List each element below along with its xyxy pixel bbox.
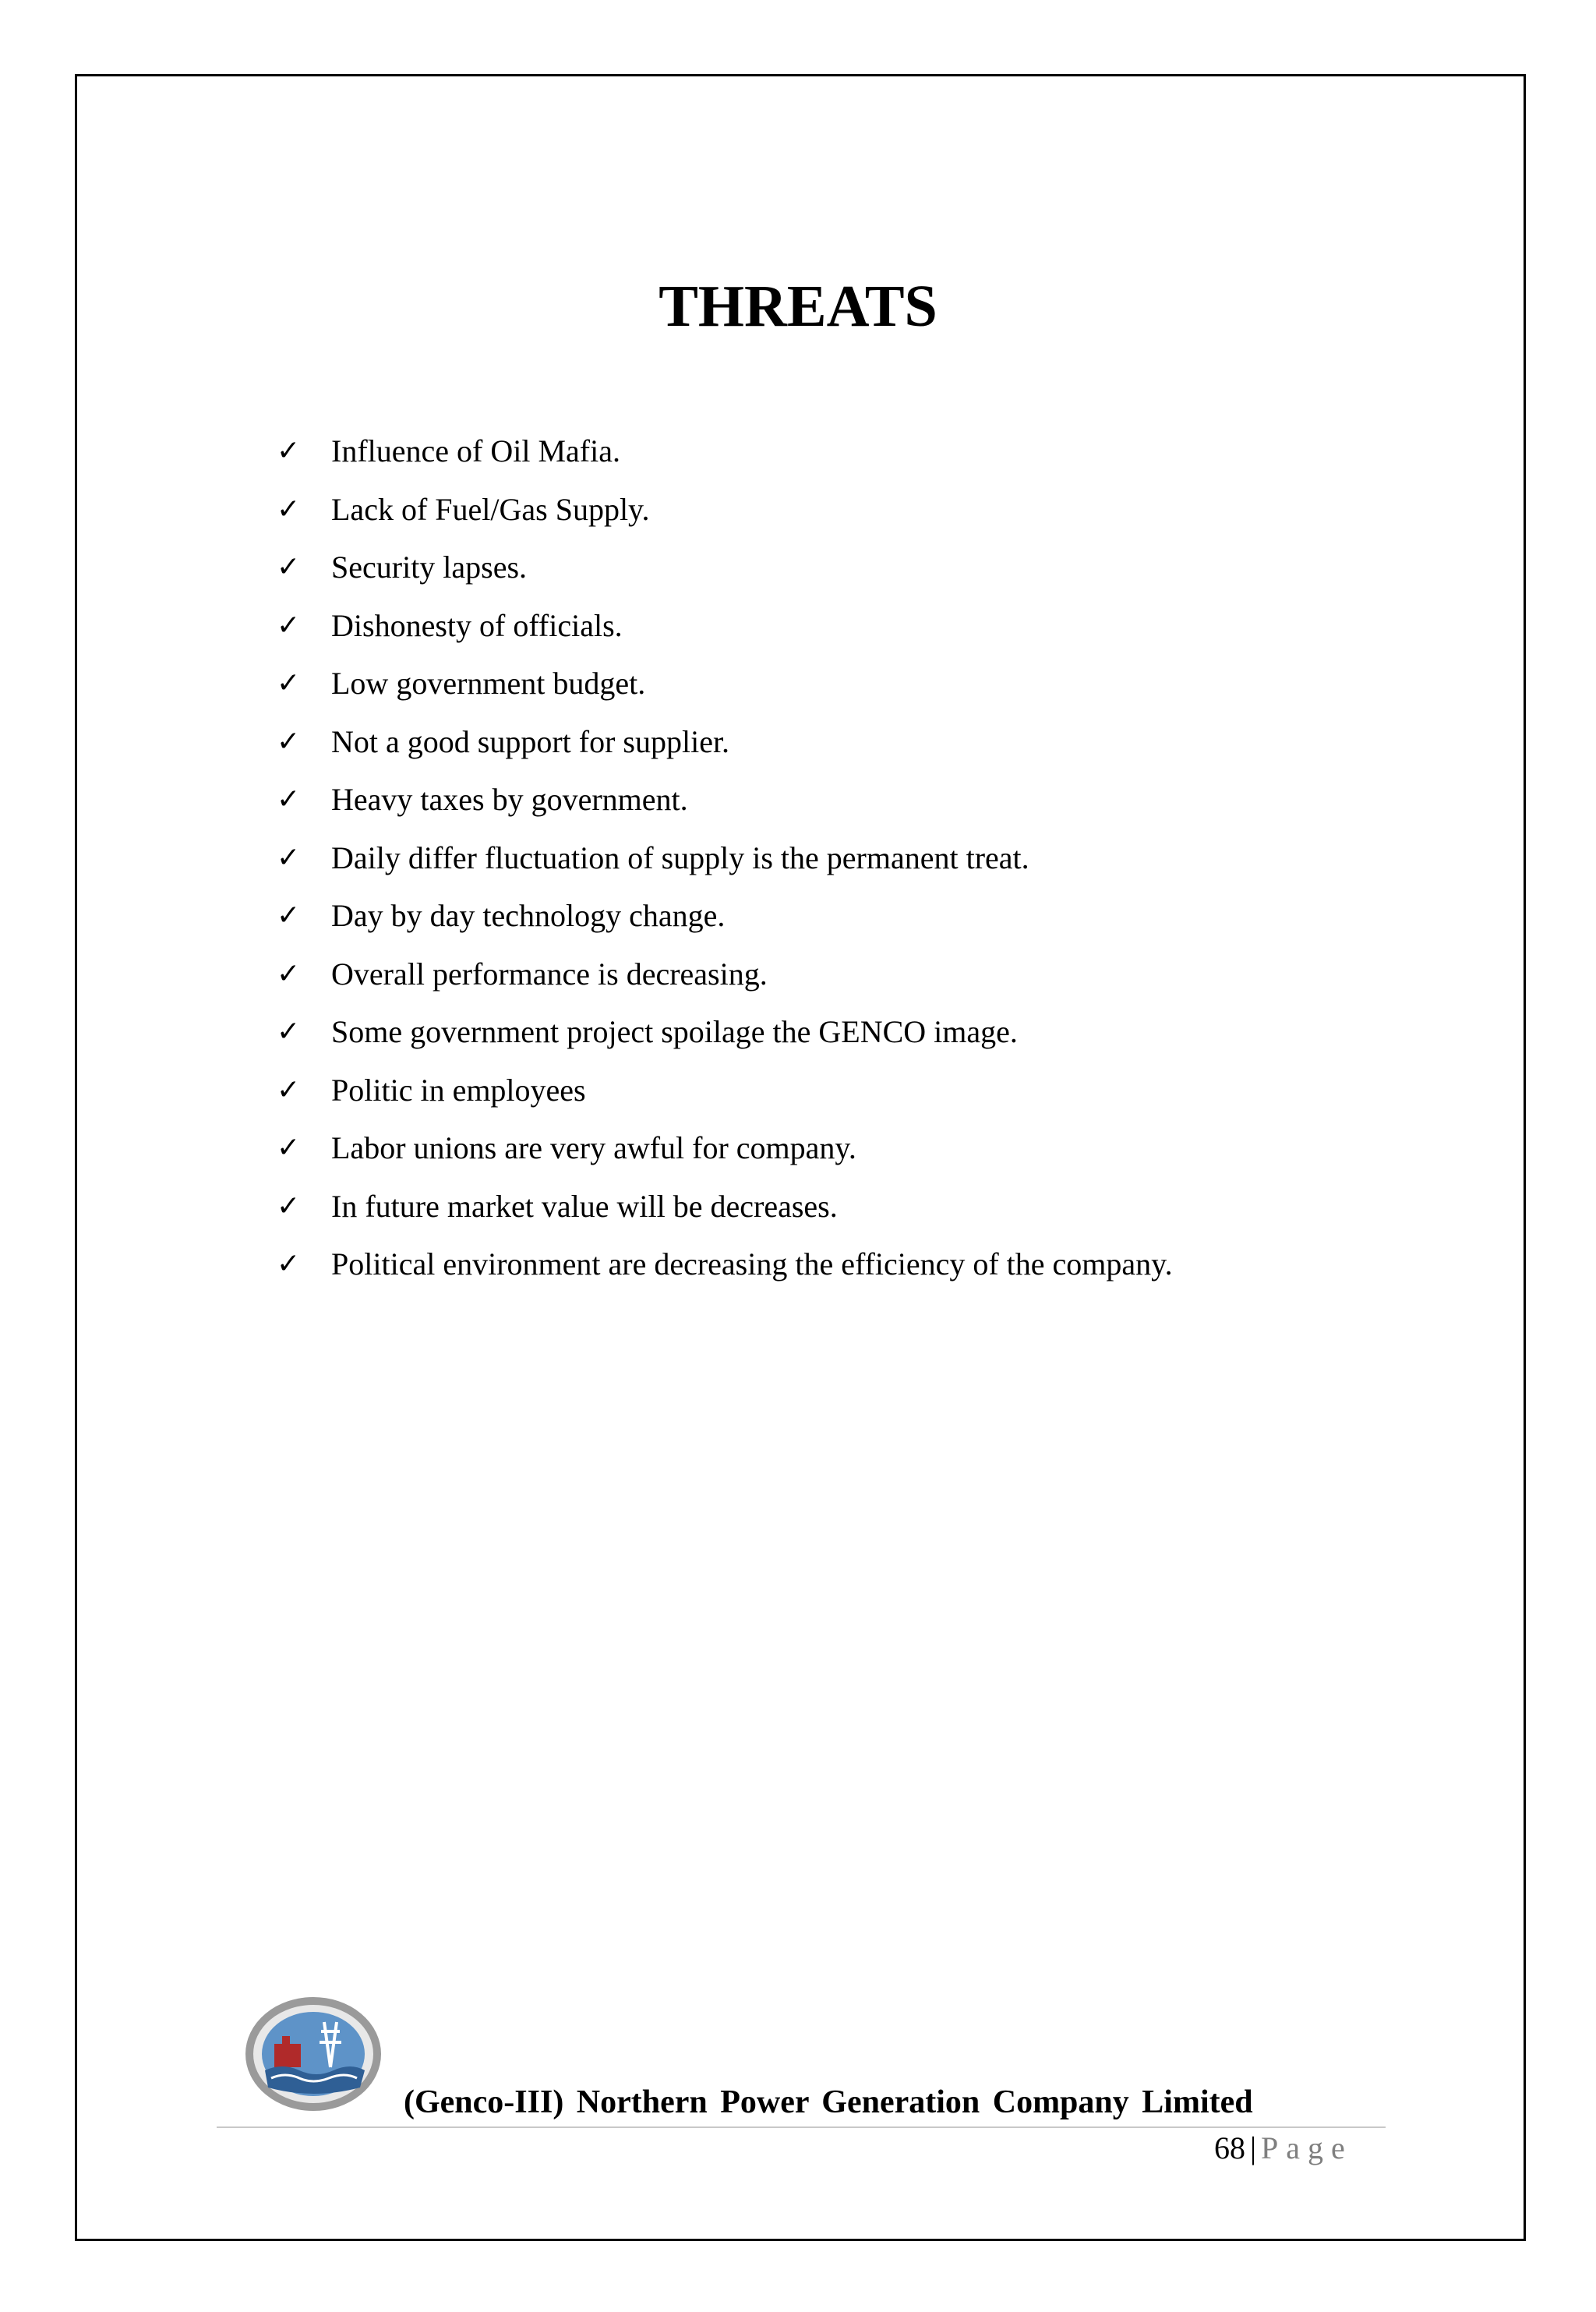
check-mark-icon: ✓ [277, 783, 301, 816]
list-item-text: Daily differ fluctuation of supply is the permanent treat. [331, 840, 1029, 875]
list-item [277, 946, 1173, 1004]
footer-divider [217, 2126, 1386, 2128]
footer-company-name: (Genco-III) Northern Power Generation Company Limited [404, 2084, 1253, 2120]
page-number-separator: | [1250, 2130, 1257, 2165]
seal-chimney [282, 2036, 290, 2045]
list-item-text: Labor unions are very awful for company. [331, 1130, 856, 1166]
page-word: Page [1261, 2130, 1353, 2165]
check-mark-icon: ✓ [277, 900, 301, 932]
list-item [277, 597, 1173, 656]
list-item [277, 539, 1173, 597]
list-item [277, 713, 1173, 772]
list-item-text: In future market value will be decreases. [331, 1188, 838, 1224]
list-item-text: Lack of Fuel/Gas Supply. [331, 491, 650, 527]
list-item [277, 1119, 1173, 1178]
list-item [277, 655, 1173, 713]
list-item-text: Low government budget. [331, 666, 646, 702]
check-mark-icon: ✓ [277, 957, 301, 990]
check-mark-icon: ✓ [277, 609, 301, 642]
check-mark-icon: ✓ [277, 435, 301, 468]
list-item-text: Day by day technology change. [331, 898, 726, 934]
page-number [1214, 2130, 1353, 2165]
list-item [277, 771, 1173, 829]
list-item [277, 1178, 1173, 1236]
list-item [277, 1062, 1173, 1120]
page-title: THREATS [659, 274, 937, 339]
list-item-text: Dishonesty of officials. [331, 607, 623, 643]
page-number-value: 68 [1214, 2130, 1245, 2165]
list-item-text: Overall performance is decreasing. [331, 956, 768, 992]
check-mark-icon: ✓ [277, 1016, 301, 1048]
check-mark-icon: ✓ [277, 1190, 301, 1222]
list-item [277, 481, 1173, 539]
check-mark-icon: ✓ [277, 1132, 301, 1165]
list-item-text: Politic in employees [331, 1072, 586, 1108]
check-mark-icon: ✓ [277, 667, 301, 700]
seal-building [274, 2044, 301, 2067]
check-mark-icon: ✓ [277, 1248, 301, 1281]
check-mark-icon: ✓ [277, 551, 301, 584]
list-item [277, 422, 1173, 481]
check-mark-icon: ✓ [277, 493, 301, 525]
list-item-text: Security lapses. [331, 550, 528, 585]
list-item-text: Some government project spoilage the GENCO image. [331, 1014, 1018, 1050]
check-mark-icon: ✓ [277, 1073, 301, 1106]
check-mark-icon: ✓ [277, 841, 301, 874]
company-seal-icon [243, 1996, 383, 2112]
list-item [277, 1003, 1173, 1062]
list-item [277, 887, 1173, 946]
list-item-text: Influence of Oil Mafia. [331, 433, 620, 469]
list-item [277, 829, 1173, 888]
list-item-text: Not a good support for supplier. [331, 723, 730, 759]
list-item-text: Political environment are decreasing the efficiency of the company. [331, 1246, 1173, 1282]
list-item [277, 1236, 1173, 1294]
list-item-text: Heavy taxes by government. [331, 782, 688, 818]
threat-list [277, 422, 1173, 1294]
check-mark-icon: ✓ [277, 725, 301, 758]
